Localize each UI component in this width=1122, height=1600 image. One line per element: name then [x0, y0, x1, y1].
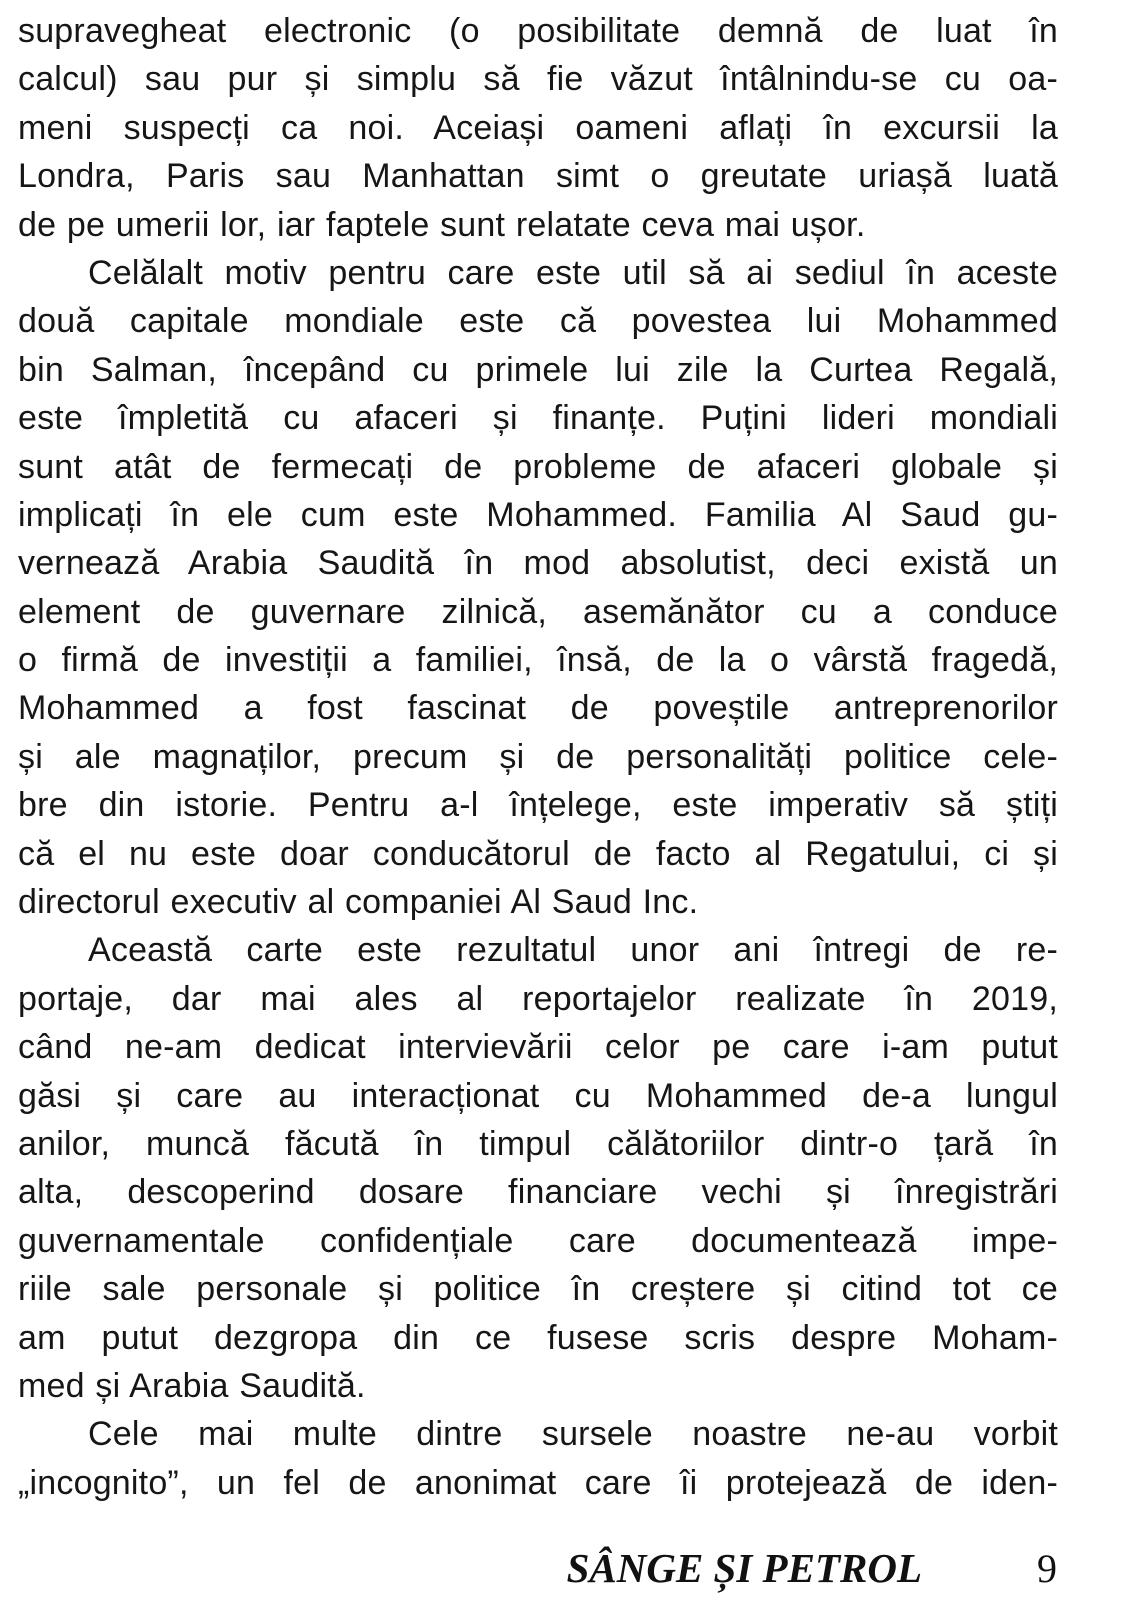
text-line: anilor, muncă făcută în timpul călătoriilor dintr-o țară în: [18, 1124, 1058, 1163]
text-line: Celălalt motiv pentru care este util să ai sediul în aceste: [88, 253, 1058, 292]
text-line: și ale magnaților, precum și de personalități politice cele-: [18, 737, 1058, 776]
text-line: o firmă de investiții a familiei, însă, de la o vârstă fragedă,: [18, 641, 1058, 680]
running-title: SÂNGE ȘI PETROL: [566, 1545, 922, 1591]
text-line: Această carte este rezultatul unor ani întregi de re-: [88, 931, 1058, 970]
text-line: alta, descoperind dosare financiare vechi și înregistrări: [18, 1173, 1058, 1212]
page-number: 9: [1037, 1546, 1057, 1591]
text-line: „incognito”, un fel de anonimat care îi protejează de iden-: [18, 1463, 1058, 1502]
text-line: supravegheat electronic (o posibilitate demnă de luat în: [18, 12, 1058, 50]
text-line: găsi și care au interacționat cu Mohammed de-a lungul: [18, 1076, 1058, 1115]
text-line: bin Salman, începând cu primele lui zile la Curtea Regală,: [18, 350, 1058, 389]
text-line: med și Arabia Saudită.: [18, 1366, 366, 1405]
text-line: Londra, Paris sau Manhattan simt o greutate uriașă luată: [18, 157, 1058, 196]
text-line: calcul) sau pur și simplu să fie văzut întâlnindu-se cu oa-: [18, 60, 1058, 99]
text-line: că el nu este doar conducătorul de facto al Regatului, ci și: [18, 834, 1058, 873]
text-line: de pe umerii lor, iar faptele sunt relatate ceva mai ușor.: [18, 205, 866, 244]
body-text: [18, 7, 1058, 1507]
text-line: Mohammed a fost fascinat de poveștile antreprenorilor: [18, 689, 1058, 728]
text-line: meni suspecți ca noi. Aceiași oameni aflați în excursii la: [18, 108, 1058, 147]
text-line: două capitale mondiale este că povestea lui Mohammed: [18, 302, 1058, 341]
text-line: directorul executiv al companiei Al Saud Inc.: [18, 883, 699, 922]
text-line: bre din istorie. Pentru a-l înțelege, este imperativ să știți: [18, 786, 1058, 825]
text-line: când ne-am dedicat intervievării celor pe care i-am putut: [18, 1028, 1058, 1067]
text-line: portaje, dar mai ales al reportajelor realizate în 2019,: [18, 979, 1058, 1018]
text-line: este împletită cu afaceri și finanțe. Puțini lideri mondiali: [18, 399, 1058, 438]
text-line: riile sale personale și politice în creștere și citind tot ce: [18, 1270, 1058, 1309]
text-line: sunt atât de fermecați de probleme de afaceri globale și: [18, 447, 1058, 486]
page-footer: [0, 1545, 1057, 1591]
text-line: am putut dezgropa din ce fusese scris despre Moham-: [18, 1318, 1058, 1357]
text-line: vernează Arabia Saudită în mod absolutist, deci există un: [18, 544, 1058, 583]
text-line: Cele mai multe dintre sursele noastre ne-au vorbit: [88, 1415, 1058, 1454]
text-line: element de guvernare zilnică, asemănător cu a conduce: [18, 592, 1058, 631]
text-line: guvernamentale confidențiale care documentează impe-: [18, 1221, 1058, 1260]
text-line: implicați în ele cum este Mohammed. Familia Al Saud gu-: [18, 495, 1058, 534]
